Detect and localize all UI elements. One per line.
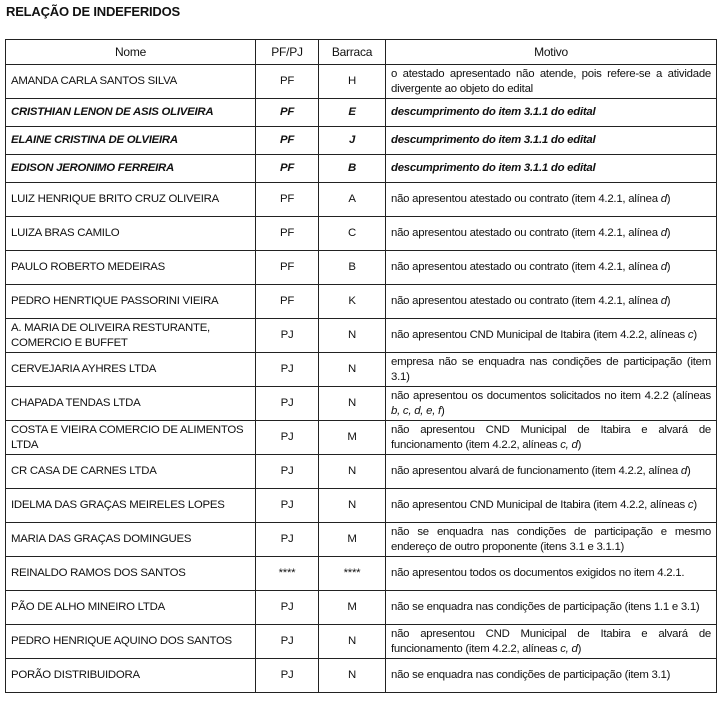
motivo-text: d: [660, 295, 667, 307]
barraca-cell: N: [319, 489, 386, 523]
nome-cell: CERVEJARIA AYHRES LTDA: [6, 353, 256, 387]
motivo-cell: [386, 183, 717, 217]
header-motivo: Motivo: [386, 40, 717, 65]
nome-cell: CR CASA DE CARNES LTDA: [6, 455, 256, 489]
tipo-cell: PJ: [256, 455, 319, 489]
table-row: [6, 557, 717, 591]
nome-cell: LUIZA BRAS CAMILO: [6, 217, 256, 251]
nome-cell: ELAINE CRISTINA DE OLVIEIRA: [6, 127, 256, 155]
nome-cell: CHAPADA TENDAS LTDA: [6, 387, 256, 421]
motivo-text: d: [680, 465, 687, 477]
motivo-text: d: [660, 261, 667, 273]
tipo-cell: PF: [256, 285, 319, 319]
barraca-cell: M: [319, 421, 386, 455]
page-title: RELAÇÃO DE INDEFERIDOS: [6, 4, 181, 19]
tipo-cell: ****: [256, 557, 319, 591]
table-body: [6, 65, 717, 693]
barraca-cell: N: [319, 353, 386, 387]
motivo-text: descumprimento do item 3.1.1 do edital: [391, 106, 596, 118]
table-row: [6, 455, 717, 489]
motivo-text: não apresentou atestado ou contrato (item 4.2.1, alínea: [391, 261, 661, 273]
motivo-text: não se enquadra nas condições de participação (itens 1.1 e 3.1): [391, 601, 700, 613]
motivo-text: ): [440, 404, 445, 417]
tipo-cell: PJ: [256, 523, 319, 557]
motivo-text: ): [666, 261, 671, 273]
motivo-text: não apresentou todos os documentos exigidos no item 4.2.1.: [391, 567, 685, 579]
header-nome: Nome: [6, 40, 256, 65]
barraca-cell: A: [319, 183, 386, 217]
tipo-cell: PJ: [256, 625, 319, 659]
motivo-cell: [386, 217, 717, 251]
motivo-cell: [386, 251, 717, 285]
tipo-cell: PJ: [256, 421, 319, 455]
tipo-cell: PJ: [256, 353, 319, 387]
nome-cell: PAULO ROBERTO MEDEIRAS: [6, 251, 256, 285]
table-row: [6, 591, 717, 625]
motivo-text: não apresentou CND Municipal de Itabira (item 4.2.2, alíneas: [391, 329, 688, 341]
header-barraca: Barraca: [319, 40, 386, 65]
barraca-cell: N: [319, 387, 386, 421]
motivo-cell: [386, 127, 717, 155]
nome-cell: COSTA E VIEIRA COMERCIO DE ALIMENTOS LTDA: [6, 421, 256, 455]
barraca-cell: N: [319, 455, 386, 489]
barraca-cell: K: [319, 285, 386, 319]
nome-cell: REINALDO RAMOS DOS SANTOS: [6, 557, 256, 591]
motivo-text: c, d: [560, 438, 578, 451]
tipo-cell: PF: [256, 65, 319, 99]
table-row: [6, 217, 717, 251]
table-row: [6, 523, 717, 557]
tipo-cell: PJ: [256, 489, 319, 523]
motivo-text: não apresentou atestado ou contrato (item 4.2.1, alínea: [391, 227, 661, 239]
motivo-text: b, c, d, e, f: [391, 404, 441, 417]
tipo-cell: PJ: [256, 319, 319, 353]
motivo-cell: [386, 489, 717, 523]
motivo-cell: [386, 285, 717, 319]
table-row: [6, 353, 717, 387]
nome-cell: EDISON JERONIMO FERREIRA: [6, 155, 256, 183]
motivo-text: não apresentou CND Municipal de Itabira e alvará de funcionamento (item 4.2.2, alíneas: [391, 627, 711, 655]
tipo-cell: PJ: [256, 591, 319, 625]
tipo-cell: PF: [256, 217, 319, 251]
tipo-cell: PF: [256, 251, 319, 285]
motivo-cell: [386, 65, 717, 99]
table-row: [6, 183, 717, 217]
motivo-text: não apresentou CND Municipal de Itabira e alvará de funcionamento (item 4.2.2, alíneas: [391, 423, 711, 451]
barraca-cell: N: [319, 625, 386, 659]
motivo-text: ): [693, 499, 697, 511]
motivo-text: ): [577, 642, 582, 655]
indeferidos-table: [5, 39, 717, 693]
table-row: [6, 387, 717, 421]
nome-cell: PEDRO HENRIQUE AQUINO DOS SANTOS: [6, 625, 256, 659]
motivo-cell: [386, 659, 717, 693]
motivo-cell: [386, 155, 717, 183]
table-row: [6, 285, 717, 319]
motivo-text: não apresentou atestado ou contrato (item 4.2.1, alínea: [391, 295, 661, 307]
motivo-cell: [386, 455, 717, 489]
motivo-text: ): [666, 193, 671, 205]
barraca-cell: B: [319, 155, 386, 183]
table-row: [6, 421, 717, 455]
motivo-text: empresa não se enquadra nas condições de participação (item 3.1): [391, 355, 711, 383]
motivo-text: c, d: [560, 642, 578, 655]
barraca-cell: M: [319, 591, 386, 625]
motivo-cell: [386, 591, 717, 625]
table-row: [6, 251, 717, 285]
barraca-cell: C: [319, 217, 386, 251]
nome-cell: AMANDA CARLA SANTOS SILVA: [6, 65, 256, 99]
nome-cell: PÃO DE ALHO MINEIRO LTDA: [6, 591, 256, 625]
table-header-row: [6, 40, 717, 65]
motivo-text: d: [660, 193, 667, 205]
barraca-cell: E: [319, 99, 386, 127]
motivo-text: não apresentou alvará de funcionamento (item 4.2.2, alínea: [391, 465, 681, 477]
nome-cell: CRISTHIAN LENON DE ASIS OLIVEIRA: [6, 99, 256, 127]
motivo-text: descumprimento do item 3.1.1 do edital: [391, 134, 596, 146]
motivo-text: ): [666, 227, 671, 239]
barraca-cell: N: [319, 659, 386, 693]
motivo-text: não se enquadra nas condições de participação (item 3.1): [391, 669, 671, 681]
table-row: [6, 155, 717, 183]
nome-cell: PEDRO HENRTIQUE PASSORINI VIEIRA: [6, 285, 256, 319]
motivo-cell: [386, 99, 717, 127]
motivo-text: ): [693, 329, 697, 341]
tipo-cell: PF: [256, 155, 319, 183]
nome-cell: IDELMA DAS GRAÇAS MEIRELES LOPES: [6, 489, 256, 523]
table-row: [6, 319, 717, 353]
barraca-cell: N: [319, 319, 386, 353]
motivo-cell: [386, 625, 717, 659]
motivo-cell: [386, 387, 717, 421]
table-row: [6, 659, 717, 693]
nome-cell: PORÃO DISTRIBUIDORA: [6, 659, 256, 693]
tipo-cell: PJ: [256, 387, 319, 421]
motivo-cell: [386, 557, 717, 591]
tipo-cell: PF: [256, 99, 319, 127]
header-tipo: PF/PJ: [256, 40, 319, 65]
tipo-cell: PF: [256, 127, 319, 155]
motivo-text: descumprimento do item 3.1.1 do edital: [391, 162, 596, 174]
barraca-cell: ****: [319, 557, 386, 591]
motivo-cell: [386, 523, 717, 557]
motivo-text: d: [660, 227, 667, 239]
barraca-cell: J: [319, 127, 386, 155]
motivo-cell: [386, 319, 717, 353]
motivo-text: não apresentou atestado ou contrato (item 4.2.1, alínea: [391, 193, 661, 205]
motivo-text: não apresentou os documentos solicitados no item 4.2.2 (alíneas: [391, 389, 711, 402]
motivo-text: c: [687, 499, 694, 511]
table-row: [6, 65, 717, 99]
motivo-text: o atestado apresentado não atende, pois refere-se a atividade divergente ao objeto do edital: [391, 67, 711, 95]
table-row: [6, 625, 717, 659]
motivo-text: não se enquadra nas condições de participação e mesmo endereço de outro proponente (itens 3.1 e 3.1.1): [391, 525, 711, 553]
motivo-cell: [386, 353, 717, 387]
nome-cell: A. MARIA DE OLIVEIRA RESTURANTE, COMERCIO E BUFFET: [6, 319, 256, 353]
barraca-cell: B: [319, 251, 386, 285]
table-row: [6, 99, 717, 127]
table-row: [6, 127, 717, 155]
motivo-text: c: [687, 329, 694, 341]
motivo-text: ): [666, 295, 671, 307]
tipo-cell: PF: [256, 183, 319, 217]
nome-cell: MARIA DAS GRAÇAS DOMINGUES: [6, 523, 256, 557]
tipo-cell: PJ: [256, 659, 319, 693]
barraca-cell: H: [319, 65, 386, 99]
motivo-cell: [386, 421, 717, 455]
table-row: [6, 489, 717, 523]
barraca-cell: M: [319, 523, 386, 557]
motivo-text: ): [686, 465, 691, 477]
motivo-text: ): [577, 438, 582, 451]
nome-cell: LUIZ HENRIQUE BRITO CRUZ OLIVEIRA: [6, 183, 256, 217]
motivo-text: não apresentou CND Municipal de Itabira (item 4.2.2, alíneas: [391, 499, 688, 511]
